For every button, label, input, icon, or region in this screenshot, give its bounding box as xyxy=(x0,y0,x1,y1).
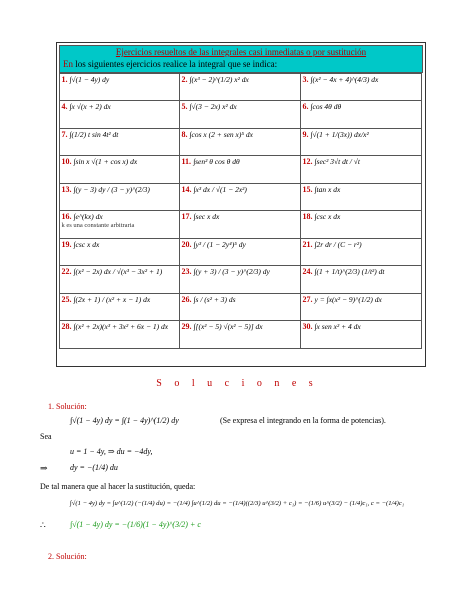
exercise-expression: ∫(2x + 1) / (x² + x − 1) dx xyxy=(73,294,151,304)
exercise-expression: ∫x³ dx / √(1 − 2x²) xyxy=(193,184,247,194)
exercise-number: 2. xyxy=(181,74,188,84)
exercise-number: 24. xyxy=(302,267,313,276)
exercise-number: 30. xyxy=(302,322,313,331)
exercise-expression: ∫sin x √(1 + cos x) dx xyxy=(73,157,138,166)
exercise-number: 16. xyxy=(61,212,72,221)
exercise-cell xyxy=(59,238,180,267)
exercise-cell xyxy=(59,73,180,102)
exercise-cell xyxy=(179,100,301,129)
exercise-expression: ∫√(1 + 1/(3x)) dx/x² xyxy=(310,129,369,139)
exercise-expression: ∫(x² − 4x + 4)^(4/3) dx xyxy=(310,74,379,84)
exercise-number: 29. xyxy=(181,322,192,331)
exercise-expression: ∫(1/2) t sin 4t² dt xyxy=(69,129,119,139)
solution-1-line-2: ∫√(1 − 4y) dy = ∫u^(1/2) (−(1/4) du) = −(1/4) ∫u^(1/2) du = −(1/4)((2/3) u^(3/2) + c₁) = −(1/6) u^(3/2) − (1/4)c₁, c = −(1/4)c₁ xyxy=(70,500,405,507)
exercise-number: 8. xyxy=(181,129,188,139)
exercise-number: 13. xyxy=(61,184,72,194)
solution-1-result: ∫√(1 − 4y) dy = −(1/6)(1 − 4y)^(3/2) + c xyxy=(70,520,201,529)
exercise-expression: ∫sec² 3√t dt / √t xyxy=(314,157,360,166)
exercise-cell xyxy=(59,265,180,294)
exercise-expression: ∫sec x dx xyxy=(193,212,220,221)
exercise-cell xyxy=(179,73,301,102)
exercise-expression: ∫cos x (2 + sen x)⁵ dx xyxy=(189,129,253,139)
exercise-cell xyxy=(179,265,301,294)
exercise-number: 9. xyxy=(302,129,309,139)
exercise-number: 11. xyxy=(181,157,192,166)
exercise-number: 26. xyxy=(181,294,192,304)
exercise-expression: y = ∫x(x² − 9)^(1/2) dx xyxy=(314,294,382,304)
solution-1-de-tal: De tal manera que al hacer la sustitución, queda: xyxy=(40,482,196,491)
exercise-expression: ∫s / (s² + 3) ds xyxy=(193,294,236,304)
exercise-cell xyxy=(179,183,301,212)
exercise-number: 5. xyxy=(181,102,188,111)
exercise-cell xyxy=(59,128,180,157)
exercise-cell xyxy=(179,238,301,267)
exercise-number: 23. xyxy=(181,267,192,276)
exercise-expression: ∫y³ / (1 − 2y⁴)⁵ dy xyxy=(193,239,246,249)
exercise-number: 22. xyxy=(61,267,72,276)
exercise-cell xyxy=(59,320,180,349)
exercise-expression: ∫√(1 − 4y) dy xyxy=(69,74,110,84)
exercise-expression: ∫cos 4θ dθ xyxy=(310,102,342,111)
exercise-cell xyxy=(59,293,180,322)
exercise-cell xyxy=(300,183,422,212)
exercise-cell xyxy=(179,155,301,184)
exercise-cell xyxy=(59,183,180,212)
exercise-cell xyxy=(300,238,422,267)
exercise-cell xyxy=(300,210,422,239)
exercise-expression: ∫csc x dx xyxy=(314,212,341,221)
exercise-cell xyxy=(300,100,422,129)
subtitle-first-word: En xyxy=(63,59,73,69)
exercise-number: 19. xyxy=(61,239,72,249)
exercise-number: 15. xyxy=(302,184,313,194)
table-title: Ejercicios resueltos de las integrales casi inmediatas o por sustitución xyxy=(115,47,367,57)
table-header xyxy=(59,45,423,73)
exercise-expression: ∫e^(kx) dx xyxy=(73,212,103,221)
exercise-number: 17. xyxy=(181,212,192,221)
exercise-cell xyxy=(179,210,301,239)
exercise-table xyxy=(56,42,426,367)
exercise-cell xyxy=(179,293,301,322)
solution-1-substitution: u = 1 − 4y, ⇒ du = −4dy, xyxy=(70,447,153,456)
exercise-expression: ∫x sen x² + 4 dx xyxy=(314,322,361,331)
exercise-cell xyxy=(300,128,422,157)
exercise-cell xyxy=(300,293,422,322)
exercise-note: k es una constante arbitraria xyxy=(61,222,135,230)
exercise-cell xyxy=(300,155,422,184)
exercise-number: 3. xyxy=(302,74,309,84)
exercise-expression: ∫2r dr / (C − r²) xyxy=(314,239,362,249)
exercise-number: 25. xyxy=(61,294,72,304)
exercise-cell xyxy=(300,320,422,349)
exercise-number: 1. xyxy=(61,74,68,84)
exercise-expression: ∫[(x² − 5) √(x² − 5)] dx xyxy=(193,322,263,331)
exercise-number: 7. xyxy=(61,129,68,139)
exercise-number: 6. xyxy=(302,102,309,111)
exercise-number: 20. xyxy=(181,239,192,249)
exercise-cell xyxy=(179,128,301,157)
exercise-expression: ∫(x³ − 2)^(1/2) x² dx xyxy=(189,74,249,84)
subtitle-rest: los siguientes ejercicios realice la integral que se indica: xyxy=(73,59,278,69)
solution-1-sea: Sea xyxy=(40,432,52,441)
exercise-number: 18. xyxy=(302,212,313,221)
solutions-title: S o l u c i o n e s xyxy=(156,378,318,389)
exercise-number: 12. xyxy=(302,157,313,166)
exercise-cell xyxy=(59,210,180,239)
exercise-number: 28. xyxy=(61,322,72,331)
exercise-expression: ∫(x² + 2x)(x³ + 3x² + 6x − 1) dx xyxy=(73,322,169,331)
exercise-expression: ∫sen² θ cos θ dθ xyxy=(193,157,240,166)
exercise-cell xyxy=(59,100,180,129)
implies-symbol: ⇒ xyxy=(40,463,48,473)
exercise-cell xyxy=(59,155,180,184)
exercise-expression: ∫tan x dx xyxy=(314,184,341,194)
exercise-expression: ∫csc x dx xyxy=(73,239,100,249)
solution-1-dy: dy = −(1/4) du xyxy=(70,463,118,472)
exercise-cell xyxy=(179,320,301,349)
solution-1-label: 1. Solución: xyxy=(48,402,87,411)
therefore-symbol: ∴ xyxy=(40,520,46,530)
exercise-number: 4. xyxy=(61,102,68,111)
table-subtitle xyxy=(63,59,277,69)
exercise-grid xyxy=(59,73,421,348)
exercise-number: 14. xyxy=(181,184,192,194)
exercise-number: 27. xyxy=(302,294,313,304)
solution-2-label: 2. Solución: xyxy=(48,552,87,561)
exercise-expression: ∫x √(x + 2) dx xyxy=(69,102,111,111)
exercise-cell xyxy=(300,73,422,102)
solution-1-line-1: ∫√(1 − 4y) dy = ∫(1 − 4y)^(1/2) dy xyxy=(70,416,179,425)
exercise-expression: ∫(y + 3) / (3 − y)^(2/3) dy xyxy=(193,267,270,276)
exercise-expression: ∫(1 + 1/t)^(2/3) (1/t²) dt xyxy=(314,267,385,276)
exercise-number: 10. xyxy=(61,157,72,166)
exercise-number: 21. xyxy=(302,239,313,249)
exercise-expression: ∫√(3 − 2x) x² dx xyxy=(189,102,237,111)
exercise-expression: ∫(y − 3) dy / (3 − y)^(2/3) xyxy=(73,184,150,194)
solution-1-note: (Se expresa el integrando en la forma de potencias). xyxy=(220,416,386,425)
exercise-expression: ∫(x² − 2x) dx / √(x³ − 3x² + 1) xyxy=(73,267,163,276)
exercise-cell xyxy=(300,265,422,294)
